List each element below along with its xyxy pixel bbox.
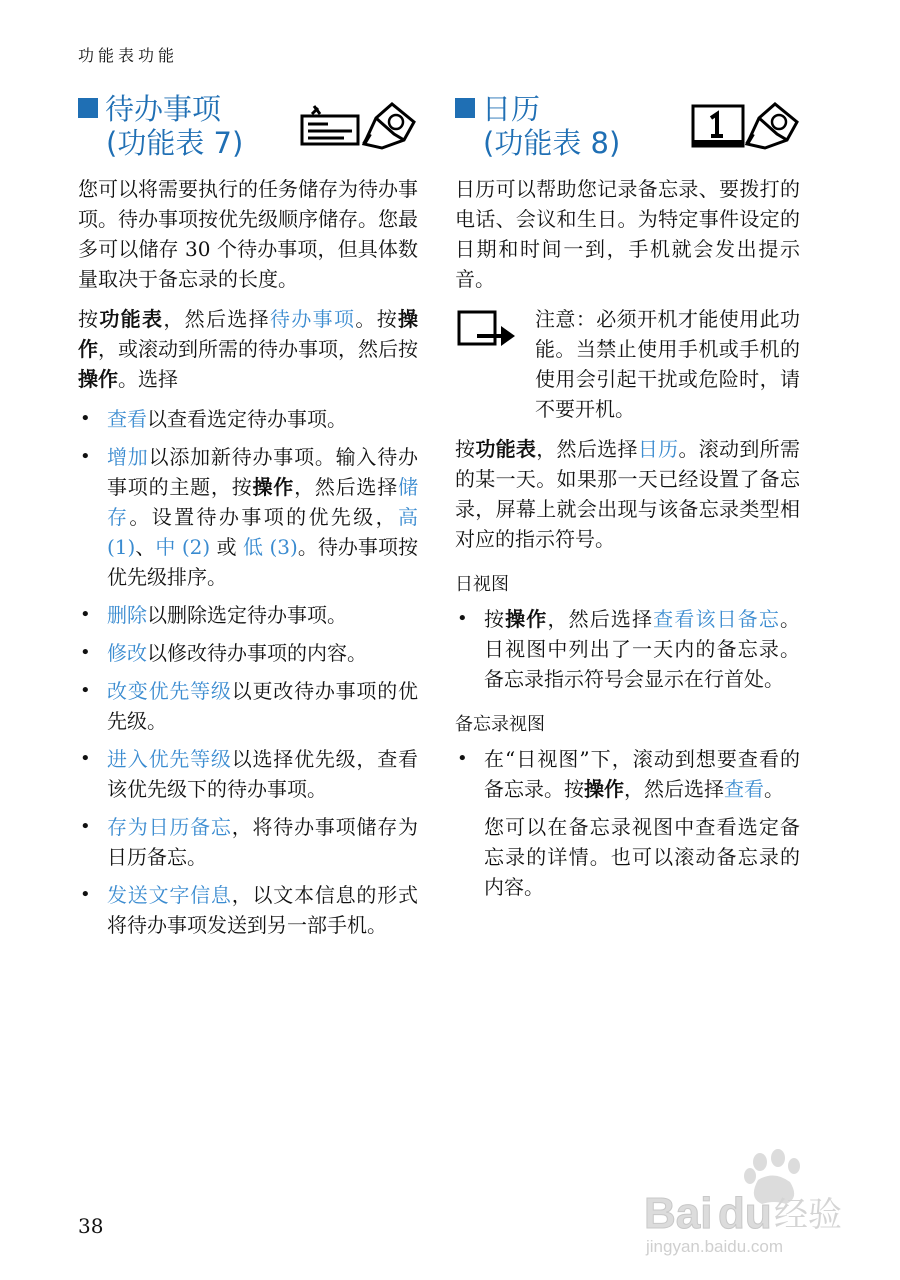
list-item: • 改变优先等级以更改待办事项的优先级。 <box>78 676 418 736</box>
list-item: • 增加以添加新待办事项。输入待办事项的主题，按操作，然后选择储存。设置待办事项的优先级，高 (1)、中 (2) 或 低 (3)。待办事项按优先级排序。 <box>78 442 418 592</box>
note-block <box>455 304 800 424</box>
list-item: • 进入优先等级以选择优先级，查看该优先级下的待办事项。 <box>78 744 418 804</box>
list-item: • 在“日视图”下，滚动到想要查看的备忘录。按操作，然后选择查看。 <box>455 744 800 804</box>
calendar-section-header <box>455 92 800 164</box>
todo-column <box>78 92 418 948</box>
todo-options-list <box>78 404 418 940</box>
option-delete[interactable]: 删除 <box>107 603 147 627</box>
priority-high[interactable]: 高 (1) <box>107 505 419 559</box>
watermark-url: jingyan.baidu.com <box>646 1237 784 1256</box>
calendar-menu-link[interactable]: 日历 <box>637 437 679 461</box>
option-go-to-priority[interactable]: 进入优先等级 <box>107 747 232 771</box>
list-item: • 删除以删除选定待办事项。 <box>78 600 418 630</box>
option-change-priority[interactable]: 改变优先等级 <box>107 679 232 703</box>
calendar-intro: 日历可以帮助您记录备忘录、要拨打的电话、会议和生日。为特定事件设定的日期和时间一到，手机就会发出提示音。 <box>455 177 800 291</box>
priority-low[interactable]: 低 (3) <box>243 535 298 559</box>
watermark-brand: Bai <box>644 1189 713 1238</box>
calendar-column <box>455 92 800 912</box>
option-view-memo[interactable]: 查看 <box>724 777 764 801</box>
memo-view-heading: 备忘录视图 <box>455 714 545 735</box>
running-head: 功能表功能 <box>78 46 179 65</box>
calendar-title-menu-number: (功能表 8) <box>483 126 621 160</box>
option-add[interactable]: 增加 <box>107 445 149 469</box>
list-item: • 按操作，然后选择查看该日备忘。日视图中列出了一天内的备忘录。备忘录指示符号会显示在行首处。 <box>455 604 800 694</box>
option-save[interactable]: 储存 <box>107 475 419 529</box>
option-save-as-calendar-note[interactable]: 存为日历备忘 <box>107 815 232 839</box>
note-icon <box>457 308 517 348</box>
blue-square-marker <box>78 98 98 118</box>
calendar-instructions: 按功能表，然后选择日历。滚动到所需的某一天。如果那一天已经设置了备忘录，屏幕上就会出现与该备忘录类型相对应的指示符号。 <box>455 437 800 551</box>
todo-title <box>78 92 243 160</box>
priority-medium[interactable]: 中 (2) <box>155 535 211 559</box>
note-text: 注意：必须开机才能使用此功能。当禁止使用手机或手机的使用会引起干扰或危险时，请不要开机。 <box>535 307 800 421</box>
memo-view-para: 您可以在备忘录视图中查看选定备忘录的详情。也可以滚动备忘录的内容。 <box>484 815 800 899</box>
blue-square-marker <box>455 98 475 118</box>
day-view-list <box>455 604 800 694</box>
todo-title-text: 待办事项 <box>105 92 222 126</box>
option-send-text-message[interactable]: 发送文字信息 <box>107 883 232 907</box>
option-view[interactable]: 查看 <box>107 407 147 431</box>
todo-menu-link[interactable]: 待办事项 <box>270 307 356 331</box>
todo-section-header <box>78 92 418 164</box>
calendar-menu-icon <box>689 100 801 152</box>
watermark-brand-2: du <box>718 1189 772 1238</box>
option-view-day-notes[interactable]: 查看该日备忘 <box>653 607 781 631</box>
list-item: • 发送文字信息，以文本信息的形式将待办事项发送到另一部手机。 <box>78 880 418 940</box>
calendar-title <box>455 92 620 160</box>
todo-menu-icon <box>300 100 418 152</box>
memo-view-list <box>455 744 800 804</box>
calendar-title-text: 日历 <box>482 92 541 126</box>
todo-instructions: 按功能表，然后选择待办事项。按操作，或滚动到所需的待办事项，然后按操作。选择 <box>78 307 419 391</box>
list-item: • 修改以修改待办事项的内容。 <box>78 638 418 668</box>
todo-title-menu-number: (功能表 7) <box>106 126 244 160</box>
baidu-jingyan-watermark <box>640 1148 860 1258</box>
watermark-cn: 经验 <box>774 1195 842 1235</box>
page-number: 38 <box>78 1214 104 1238</box>
day-view-heading: 日视图 <box>455 574 509 595</box>
option-edit[interactable]: 修改 <box>107 641 147 665</box>
list-item: • 存为日历备忘，将待办事项储存为日历备忘。 <box>78 812 418 872</box>
todo-intro: 您可以将需要执行的任务储存为待办事项。待办事项按优先级顺序储存。您最多可以储存 30 个待办事项，但具体数量取决于备忘录的长度。 <box>78 177 418 291</box>
list-item: • 查看以查看选定待办事项。 <box>78 404 418 434</box>
